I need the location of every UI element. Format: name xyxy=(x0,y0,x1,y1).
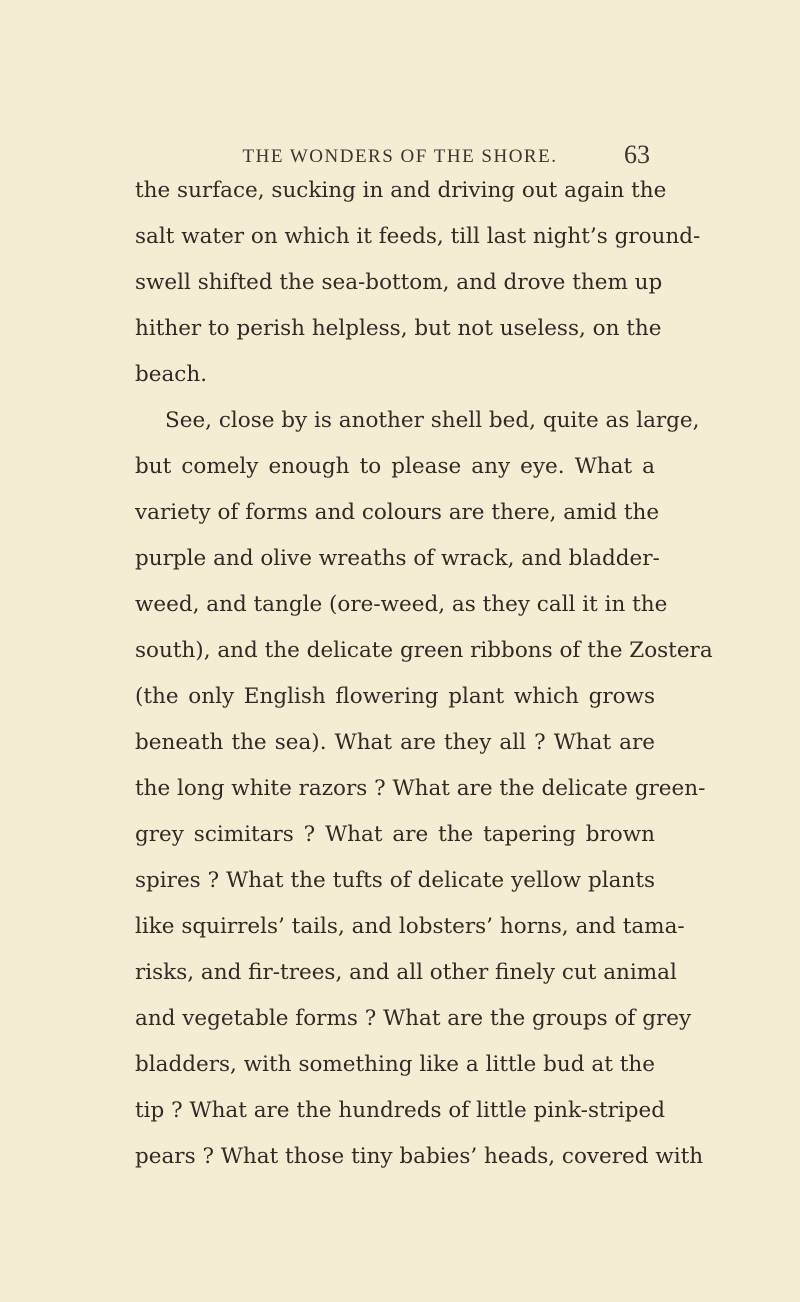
text-line: grey scimitars ? What are the tapering brown xyxy=(135,822,655,847)
text-line: pears ? What those tiny babies’ heads, covered with xyxy=(135,1144,704,1169)
text-line: beach. xyxy=(135,362,208,387)
text-line: spires ? What the tufts of delicate yellow plants xyxy=(135,868,655,893)
text-line: risks, and fir-trees, and all other finely cut animal xyxy=(135,960,677,985)
text-line: the long white razors ? What are the delicate green- xyxy=(135,776,706,801)
text-line: hither to perish helpless, but not useless, on the xyxy=(135,316,662,341)
text-line: tip ? What are the hundreds of little pink-striped xyxy=(135,1098,666,1123)
text-line: variety of forms and colours are there, amid the xyxy=(135,500,660,525)
page-number: 63 xyxy=(624,140,650,169)
text-line: See, close by is another shell bed, quite as large, xyxy=(165,408,700,433)
running-head: THE WONDERS OF THE SHORE. xyxy=(242,146,558,167)
text-line: beneath the sea). What are they all ? What are xyxy=(135,730,655,755)
body-text xyxy=(135,168,713,1180)
text-line: like squirrels’ tails, and lobsters’ horns, and tama- xyxy=(135,914,685,939)
text-line: (the only English flowering plant which grows xyxy=(135,684,655,709)
text-line: salt water on which it feeds, till last night’s ground- xyxy=(135,224,701,249)
text-line: and vegetable forms ? What are the groups of grey xyxy=(135,1006,692,1031)
text-line: south), and the delicate green ribbons of the Zostera xyxy=(135,638,713,663)
text-line: bladders, with something like a little bud at the xyxy=(135,1052,655,1077)
text-line: but comely enough to please any eye. What a xyxy=(135,454,655,479)
text-line: swell shifted the sea-bottom, and drove them up xyxy=(135,270,663,295)
text-line: the surface, sucking in and driving out again the xyxy=(135,178,667,203)
text-line: weed, and tangle (ore-weed, as they call it in the xyxy=(135,592,668,617)
text-line: purple and olive wreaths of wrack, and bladder- xyxy=(135,546,660,571)
